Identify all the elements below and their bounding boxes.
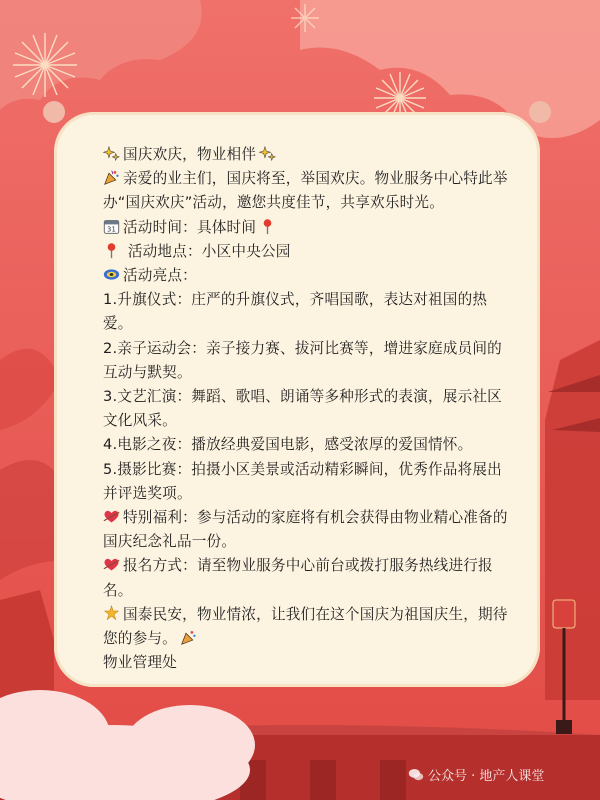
heart-icon <box>103 508 120 525</box>
pushpin-icon <box>103 242 120 259</box>
pushpin-icon <box>259 218 276 235</box>
highlight-item: 4.电影之夜：播放经典爱国电影，感受浓厚的爱国情怀。 <box>103 436 473 454</box>
svg-text:31: 31 <box>107 225 116 234</box>
sparkles-icon <box>103 145 120 162</box>
heart-icon <box>103 556 120 573</box>
intro-paragraph: 亲爱的业主们，国庆将至，举国欢庆。物业服务中心特此举办“国庆欢庆”活动，邀您共度佳节，共享欢乐时光。 <box>103 170 508 212</box>
sparkles-icon <box>259 145 276 162</box>
highlight-item: 3.文艺汇演：舞蹈、歌唱、朗诵等多种形式的表演，展示社区文化风采。 <box>103 388 502 430</box>
highlight-item: 2.亲子运动会：亲子接力赛、拔河比赛等，增进家庭成员间的互动与默契。 <box>103 339 502 381</box>
highlight-item: 1.升旗仪式：庄严的升旗仪式，齐唱国歌，表达对祖国的热爱。 <box>103 291 488 333</box>
signup-line: 报名方式：请至物业服务中心前台或拨打服务热线进行报名。 <box>103 557 493 599</box>
wechat-icon <box>408 767 424 783</box>
fan-icon <box>103 266 120 283</box>
party-popper-icon <box>180 629 197 646</box>
party-popper-icon <box>103 169 120 186</box>
signature: 物业管理处 <box>103 654 177 672</box>
welfare-line: 特别福利：参与活动的家庭将有机会获得由物业精心准备的国庆纪念礼品一份。 <box>103 509 508 551</box>
watermark: 公众号 · 地产人课堂 <box>408 765 544 784</box>
highlights-title: 活动亮点： <box>103 264 515 288</box>
calendar-icon <box>103 218 120 235</box>
notice-content <box>103 143 515 675</box>
highlight-item: 5.摄影比赛：拍摄小区美景或活动精彩瞬间，优秀作品将展出并评选奖项。 <box>103 460 502 502</box>
dizzy-star-icon <box>103 605 120 622</box>
closing-line: 国泰民安，物业情浓，让我们在这个国庆为祖国庆生，期待您的参与。 <box>103 605 508 648</box>
place-line: 活动地点：小区中央公园 <box>103 240 515 264</box>
time-line: 31 活动时间：具体时间 <box>103 216 515 240</box>
title-line: 国庆欢庆，物业相伴 <box>103 143 515 167</box>
